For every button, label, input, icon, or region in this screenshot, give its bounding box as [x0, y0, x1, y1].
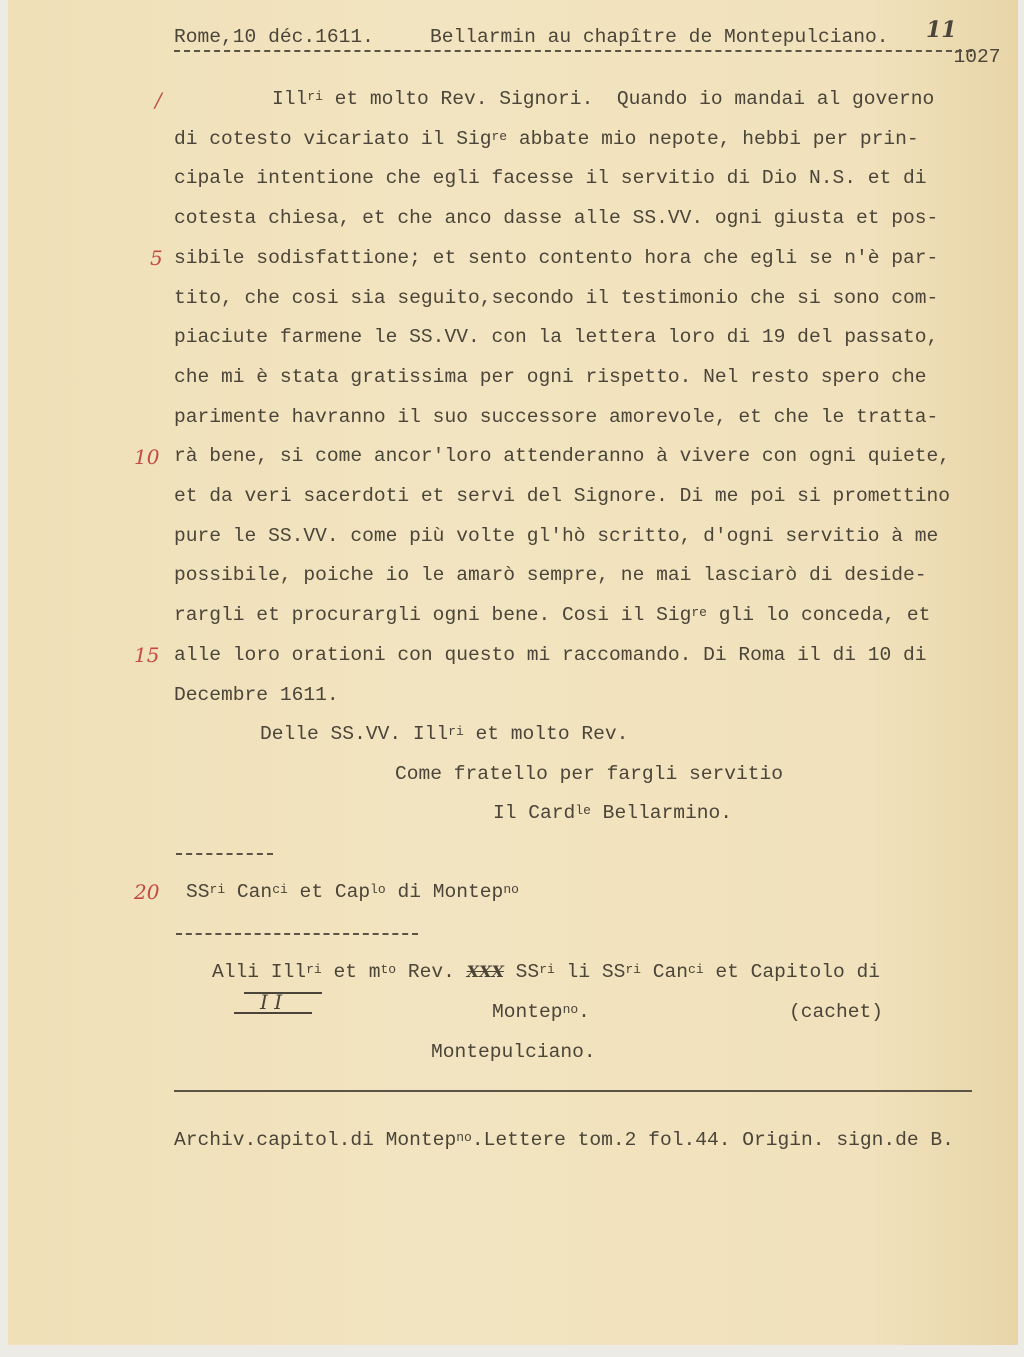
address-line-3: Montepulciano. — [431, 1041, 596, 1063]
body-line: sibile sodisfattione; et sento contento hora che egli se n'è par- — [174, 246, 939, 269]
text-part: li SS — [554, 961, 626, 983]
body-text: gli lo conceda, et — [706, 604, 931, 627]
address-line-2 — [492, 1003, 590, 1023]
signature-sup: le — [575, 803, 591, 818]
body-line — [174, 127, 919, 150]
text-part: SS — [186, 881, 210, 903]
sup-part: lo — [370, 882, 386, 897]
address-sup: no — [562, 1002, 579, 1017]
sup-part: to — [380, 962, 397, 977]
body-line: tito, che cosi sia seguito,secondo il testimonio che si sono com- — [174, 286, 939, 309]
signature-text: Bellarmino. — [590, 802, 733, 824]
body-line — [174, 606, 930, 626]
sup-part: ri — [209, 882, 226, 897]
text-part: Can — [225, 881, 273, 903]
text-part: et Capitolo di — [703, 961, 880, 983]
divider-short — [176, 853, 273, 855]
footer-text: .Lettere tom.2 fol.44. Origin. sign.de B. — [471, 1129, 954, 1151]
margin-number-20: 20 — [134, 880, 160, 904]
body-line: cipale intentione che egli facesse il servitio di Dio N.S. et di — [174, 167, 927, 190]
body-line: Decembre 1611. — [174, 683, 339, 706]
body-sup: re — [491, 128, 508, 144]
sup-part: ri — [539, 962, 555, 977]
scribble-mark — [234, 990, 322, 1016]
text-part: Rev. — [396, 961, 467, 983]
body-text: abbate mio nepote, hebbi per prin- — [507, 127, 919, 150]
margin-number-5: 5 — [150, 246, 163, 270]
text-part: Alli Ill — [212, 961, 307, 983]
address-text: Montep — [492, 1001, 563, 1023]
body-text: di cotesto vicariato il Sig — [174, 127, 492, 150]
text-part: di Montep — [385, 881, 504, 903]
body-line: cotesta chiesa, et che anco dasse alle SS.VV. ogni giusta et pos- — [174, 207, 939, 230]
footer-rule — [174, 1090, 972, 1092]
body-line — [272, 90, 934, 110]
margin-number-10: 10 — [134, 445, 160, 469]
page-number-handwritten: 11 — [926, 17, 957, 43]
text-part: SS — [503, 961, 540, 983]
footer-sup: no — [456, 1130, 472, 1145]
signature-line — [493, 804, 732, 824]
scribble-text: I I — [260, 990, 283, 1014]
header-title: Bellarmin au chapître de Montepulciano. — [430, 26, 889, 48]
addressee-line — [186, 883, 519, 903]
body-text: rargli et procurargli ogni bene. Cosi il Sig — [174, 604, 692, 627]
closing-line-1 — [260, 725, 628, 745]
text-part: et Cap — [287, 881, 371, 903]
struck-out-text: XXX — [466, 962, 504, 981]
body-text: Ill — [272, 88, 308, 110]
sup-part: ci — [272, 882, 288, 897]
sup-part: ri — [625, 962, 641, 977]
body-line: alle loro orationi con questo mi raccomando. Di Roma il di 10 di — [174, 643, 927, 666]
body-text: et molto Rev. Signori. Quando io mandai al governo — [322, 88, 935, 110]
body-line: parimente havranno il suo successore amorevole, et che le tratta- — [174, 405, 939, 428]
sup-part: no — [503, 882, 519, 897]
body-sup: re — [691, 605, 707, 621]
closing-text: et molto Rev. — [463, 723, 629, 745]
header-date: Rome,10 déc.1611. — [174, 26, 374, 48]
body-line: rà bene, si come ancor'loro attenderanno à vivere con ogni quiete, — [174, 445, 951, 468]
body-line: et da veri sacerdoti et servi del Signore. Di me poi si promettino — [174, 485, 951, 507]
body-sup: ri — [307, 89, 323, 104]
footer-text: Archiv.capitol.di Montep — [174, 1129, 457, 1151]
margin-number-15: 15 — [134, 643, 160, 667]
body-line: che mi è stata gratissima per ogni rispetto. Nel resto spero che — [174, 365, 927, 388]
closing-sup: ri — [448, 724, 464, 739]
text-part: Can — [640, 961, 689, 983]
sup-part: ci — [688, 962, 704, 977]
signature-text: Il Card — [493, 802, 576, 824]
page-number-typed: 1027 — [953, 45, 1001, 68]
sup-part: ri — [306, 962, 322, 977]
closing-line-2: Come fratello per fargli servitio — [395, 763, 784, 785]
archive-reference — [174, 1131, 954, 1151]
address-text: . — [578, 1001, 590, 1023]
body-line: piaciute farmene le SS.VV. con la lettera loro di 19 del passato, — [174, 326, 939, 349]
margin-number-1: / — [155, 88, 162, 112]
header-rule — [174, 50, 972, 52]
divider-medium — [176, 933, 418, 935]
address-line-1 — [212, 963, 880, 983]
body-line: possibile, poiche io le amarò sempre, ne mai lasciarò di deside- — [174, 564, 927, 587]
body-line: pure le SS.VV. come più volte gl'hò scritto, d'ogni servitio à me — [174, 524, 939, 547]
text-part: et m — [321, 961, 381, 983]
closing-text: Delle SS.VV. Ill — [260, 723, 449, 745]
seal-note: (cachet) — [789, 1001, 884, 1023]
